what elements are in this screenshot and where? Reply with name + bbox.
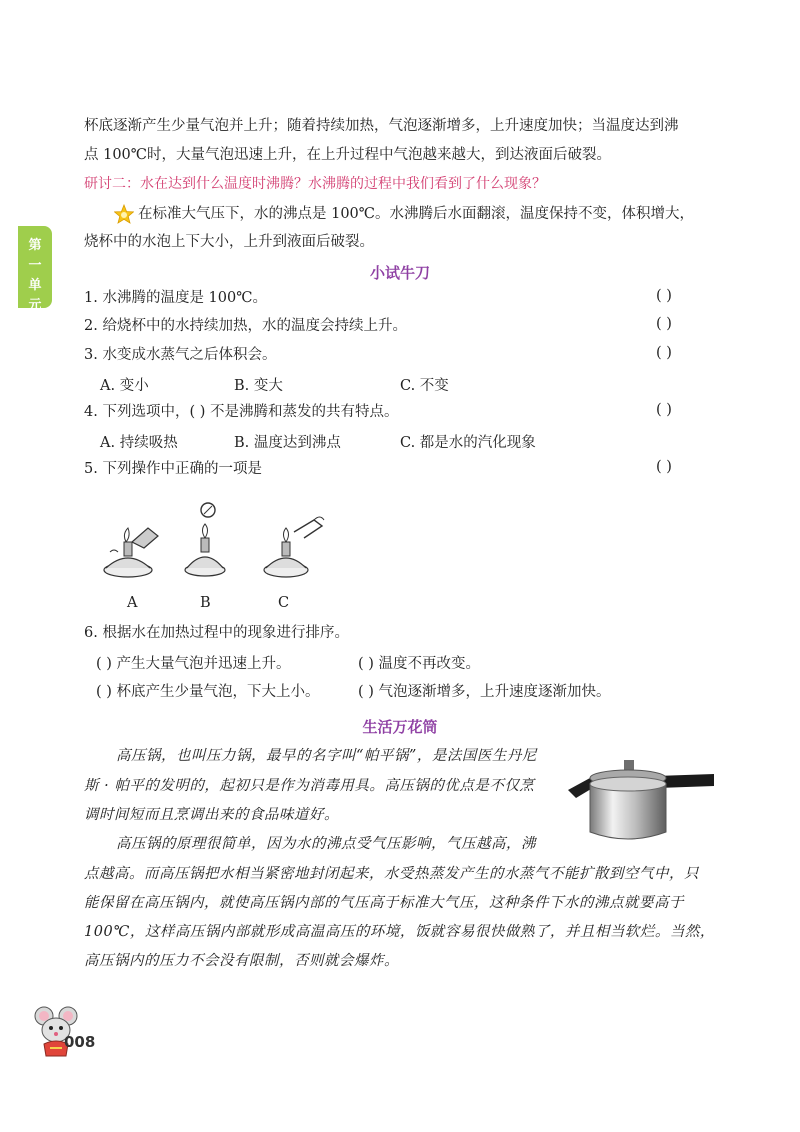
pressure-cooker-image [566, 752, 716, 848]
quiz-q6-item-1[interactable]: ( ) 产生大量气泡并迅速上升。 [96, 656, 291, 672]
kaleidoscope-p2-line-5: 高压锅内的压力不会没有限制，否则就会爆炸。 [84, 953, 399, 969]
quiz-q5-label-c: C [278, 595, 290, 611]
kaleidoscope-p2-line-3: 能保留在高压锅内，就使高压锅内部的气压高于标准大气压，这种条件下水的沸点就要高于 [84, 895, 684, 911]
quiz-q4-option-a[interactable]: A. 持续吸热 [100, 435, 178, 451]
quiz-q4: 4. 下列选项中，( ) 不是沸腾和蒸发的共有特点。 [84, 404, 399, 420]
quiz-q3-answer-blank[interactable]: ( ) [656, 345, 672, 361]
quiz-q3-option-a[interactable]: A. 变小 [100, 378, 149, 394]
quiz-q2-answer-blank[interactable]: ( ) [656, 316, 672, 332]
alcohol-lamp-a-illustration[interactable] [98, 512, 164, 582]
quiz-q6-item-3[interactable]: ( ) 杯底产生少量气泡，下大上小。 [96, 684, 320, 700]
kaleidoscope-p2-line-1: 高压锅的原理很简单，因为水的沸点受气压影响，气压越高，沸 [116, 836, 536, 852]
alcohol-lamp-b-illustration[interactable] [182, 498, 228, 582]
quiz-q6: 6. 根据水在加热过程中的现象进行排序。 [84, 625, 349, 641]
kaleidoscope-p2-line-4: 100℃，这样高压锅内部就形成高温高压的环境，饭就容易很快做熟了，并且相当软烂。当然， [84, 924, 715, 940]
unit-tab-label: 第一单元 [28, 238, 42, 313]
intro-line-1: 杯底逐渐产生少量气泡并上升；随着持续加热，气泡逐渐增多，上升速度加快；当温度达到沸 [84, 118, 679, 134]
quiz-q3-option-b[interactable]: B. 变大 [234, 378, 283, 394]
quiz-q1: 1. 水沸腾的温度是 100℃。 [84, 290, 267, 306]
quiz-q5: 5. 下列操作中正确的一项是 [84, 461, 262, 477]
quiz-q2: 2. 给烧杯中的水持续加热，水的温度会持续上升。 [84, 318, 407, 334]
discussion-answer-line-1: 在标准大气压下，水的沸点是 100℃。水沸腾后水面翻滚，温度保持不变，体积增大， [138, 206, 695, 222]
star-bulb-icon [114, 204, 134, 226]
quiz-q4-option-c[interactable]: C. 都是水的汽化现象 [400, 435, 536, 451]
quiz-q6-item-4[interactable]: ( ) 气泡逐渐增多，上升速度逐渐加快。 [358, 684, 611, 700]
discussion-answer-line-2: 烧杯中的水泡上下大小，上升到液面后破裂。 [84, 234, 374, 250]
kaleidoscope-p2-line-2: 点越高。而高压锅把水相当紧密地封闭起来，水受热蒸发产生的水蒸气不能扩散到空气中，只 [84, 866, 699, 882]
quiz-q4-option-b[interactable]: B. 温度达到沸点 [234, 435, 341, 451]
quiz-q5-answer-blank[interactable]: ( ) [656, 459, 672, 475]
quiz-q4-answer-blank[interactable]: ( ) [656, 402, 672, 418]
intro-line-2: 点 100℃时，大量气泡迅速上升，在上升过程中气泡越来越大，到达液面后破裂。 [84, 147, 612, 163]
quiz-q6-item-2[interactable]: ( ) 温度不再改变。 [358, 656, 481, 672]
quiz-q1-answer-blank[interactable]: ( ) [656, 288, 672, 304]
quiz-q3: 3. 水变成水蒸气之后体积会。 [84, 347, 277, 363]
quiz-q3-option-c[interactable]: C. 不变 [400, 378, 449, 394]
kaleidoscope-p1-line-1: 高压锅，也叫压力锅，最早的名字叫“帕平锅”，是法国医生丹尼 [116, 748, 537, 764]
quiz-title: 小试牛刀 [369, 264, 430, 282]
alcohol-lamp-c-illustration[interactable] [260, 514, 330, 582]
kaleidoscope-title: 生活万花筒 [362, 718, 438, 736]
kaleidoscope-p1-line-2: 斯 · 帕平的发明的，起初只是作为消毒用具。高压锅的优点是不仅烹 [84, 778, 535, 794]
quiz-q5-label-b: B [200, 595, 211, 611]
discussion-question: 研讨二：水在达到什么温度时沸腾？水沸腾的过程中我们看到了什么现象？ [84, 176, 546, 192]
kaleidoscope-p1-line-3: 调时间短而且烹调出来的食品味道好。 [84, 807, 339, 823]
page-number: 008 [64, 1033, 96, 1051]
quiz-q5-label-a: A [127, 595, 138, 611]
